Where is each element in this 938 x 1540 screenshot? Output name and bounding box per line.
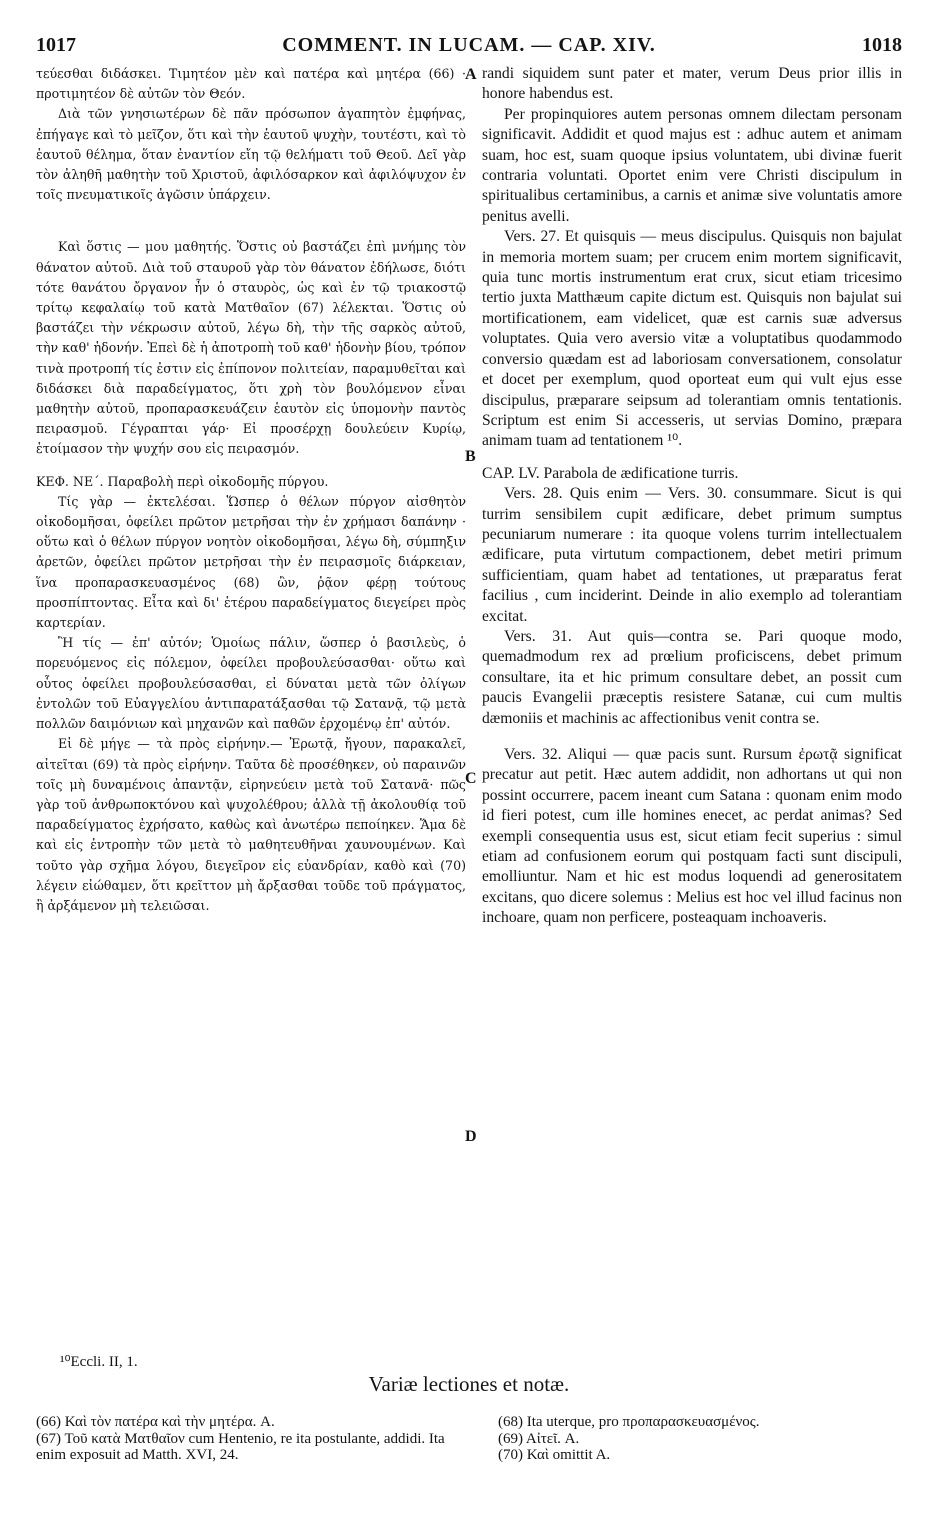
latin-paragraph: Per propinquiores autem personas omnem dilectam personam significavit. Addidit et quod majus est : adhuc autem et animam suam, hoc est, suam quoque ipsius voluntatem, ubi divinæ fuerit contraria voluntati. Oportet enim vere Christi discipulum in spiritualibus certaminibus, a carnis et animæ sive voluntatis amore penitus avelli.	[482, 105, 902, 225]
running-header	[0, 34, 938, 60]
margin-letter-a: A	[465, 66, 477, 83]
greek-paragraph: τεύεσθαι διδάσκει. Τιμητέον μὲν καὶ πατέρα καὶ μητέρα (66) · προτιμητέον δὲ αὐτῶν τὸν Θεόν.	[36, 66, 466, 102]
greek-chapter-heading: ΚΕΦ. ΝΕ΄. Παραβολὴ περὶ οἰκοδομῆς πύργου.	[36, 473, 329, 489]
notes-right-column	[498, 1414, 902, 1464]
page-number-left: 1017	[36, 34, 76, 56]
latin-paragraph: randi siquidem sunt pater et mater, verum Deus prior illis in honore habendus est.	[482, 65, 902, 103]
margin-letter-c: C	[465, 770, 477, 787]
greek-paragraph: Ἢ τίς — ἐπ' αὐτόν; Ὁμοίως πάλιν, ὥσπερ ὁ βασιλεὺς, ὁ πορευόμενος εἰς πόλεμον, ὀφείλει προβουλεύσασθαι· οὕτω καὶ οὗτος ὀφείλει προβουλεύσασθαι, εἰ δύναται μετὰ τῶν ὀλίγων ἐντολῶν τοῦ Εὐαγγελίου ἀντιπαρατάξασθαι τῷ Σατανᾷ, τῷ μετὰ πολλῶν δαιμόνιων καὶ μηχανῶν καὶ παθῶν ἐρχομένῳ ἐπ' αὐτόν.	[36, 635, 466, 732]
latin-paragraph: Vers. 32. Aliqui — quæ pacis sunt. Rursum ἐρωτᾷ significat precatur aut petit. Hæc autem addidit, non adhortans ut qui non possint occurrere, pacem ineant cum Satana : quonam enim modo id fieri potest, cum ille homines enecet, ac perdat animas? Sed exempli consequentia usus est, sicut etiam fecit superius : simul etiam ad confusionem eorum qui postquam facti sunt discipuli, emolliuntur. Nam et hic est modus loquendi ad generositatem excitans, quo dicere solemus : Melius est hoc vel illud facinus non inchoare, quam non perficere, posteaquam inchoaveris.	[482, 746, 902, 927]
variant-note: (68) Ita uterque, pro προπαρασκευασμένος.	[498, 1414, 760, 1430]
footnote: ¹⁰Eccli. II, 1.	[60, 1354, 138, 1370]
page-number-right: 1018	[862, 34, 902, 56]
variant-note: (66) Καὶ τὸν πατέρα καὶ τὴν μητέρα. A.	[36, 1414, 275, 1430]
latin-paragraph: Vers. 28. Quis enim — Vers. 30. consummare. Sicut is qui turrim sensibilem cupit ædificare, debet primum sumptus pecuniarum numerare : ita quoque volens turrim intellectualem ædificare, puta virtutum compactionem, debet metiri primum sufficientiam, quam habet ad tentationes, ut præparatus ferat facilius , cum inciderint. Deinde in alio exemplo ad tolerantiam excitat.	[482, 485, 902, 625]
greek-column	[36, 64, 466, 916]
variant-note: (70) Καὶ omittit A.	[498, 1447, 611, 1463]
greek-paragraph: Καὶ ὅστις — μου μαθητής. Ὅστις οὐ βαστάζει ἐπὶ μνήμης τὸν θάνατον αὐτοῦ. Διὰ τοῦ σταυροῦ γὰρ τὸν θάνατον ἐδήλωσε, διότι τότε θανάτου ὄργανον ἦν ὁ σταυρὸς, ὡς καὶ ἐν τῷ τριακοστῷ τρίτῳ κεφαλαίῳ τοῦ κατὰ Ματθαῖον (67) λέλεκται. Ὅστις οὐ βαστάζει τὴν νέκρωσιν αὐτοῦ, λέγω δὴ, τὴν τῆς σαρκὸς αὐτοῦ, τὴν καθ' ἡδονήν. Ἐπεὶ δὲ ἡ ἀποτροπὴ τοῦ καθ' ἡδονὴν βίου, τρόπον τινὰ προτροπή τίς ἐστιν εἰς ἐπίπονον πολιτείαν, παραμυθεῖται καὶ διδάσκει διὰ παραδείγματος, ὅτι χρὴ τὸν βουλόμενον εἶναι μαθητὴν αὐτοῦ, προπαρασκευάζειν ἑαυτὸν εἰς ὑπομονὴν παντὸς πειρασμοῦ. Γέγραπται γάρ· Εἰ προσέρχῃ δουλεύειν Κυρίῳ, ἑτοίμασον τὴν ψυχήν σου εἰς πειρασμόν.	[36, 239, 466, 457]
greek-paragraph: Διὰ τῶν γνησιωτέρων δὲ πᾶν πρόσωπον ἀγαπητὸν ἐμφήνας, ἐπήγαγε καὶ τὸ μεῖζον, ὅτι καὶ τὴν ἑαυτοῦ ψυχὴν, τουτέστι, καὶ τὸ ἑαυτοῦ θέλημα, ὅταν ἐναντίον εἴη τῷ θελήματι τοῦ Θεοῦ. Δεῖ γὰρ τὸν ἀληθῆ μαθητὴν τοῦ Χριστοῦ, ἀφιλόσαρκον καὶ ἀφιλόψυχον ἐν τοῖς πνευματικοῖς ἀγῶσιν ὑπάρχειν.	[36, 106, 466, 203]
variant-note: (69) Αἰτεῖ. A.	[498, 1430, 580, 1447]
running-title: COMMENT. IN LUCAM. — CAP. XIV.	[282, 34, 656, 56]
margin-letter-b: B	[465, 448, 476, 465]
greek-paragraph: Εἰ δὲ μήγε — τὰ πρὸς εἰρήνην.— Ἐρωτᾷ, ἤγουν, παρακαλεῖ, αἰτεῖται (69) τὰ πρὸς εἰρήνην. Ταῦτα δὲ προσέθηκεν, οὐ παραινῶν τοῖς μὴ δυναμένοις ἀπαντᾷν, εἰρηνεύειν μετὰ τοῦ Σατανᾶ· πῶς γὰρ τοῦ ἀνθρωποκτόνου καὶ ψυχολέθρου; ἀλλὰ τῇ ἀκολουθίᾳ τοῦ παραδείγματος ἐχρήσατο, καθὼς καὶ ἀνωτέρω πεποίηκεν. Ἅμα δὲ καὶ εἰς ἐντροπὴν τῶν μετὰ τὸ μαθητευθῆναι χαυνουμένων. Καὶ τοῦτο γὰρ σχῆμα λόγου, διεγεῖρον εἰς εὐανδρίαν, καθὸ καὶ (70) λέγειν εἰώθαμεν, ὅτι κρεῖττον μὴ ἄρξασθαι τοῦδε τοῦ πράγματος, ἢ ἀρξάμενον μὴ τελειῶσαι.	[36, 736, 466, 913]
variant-note: (67) Τοῦ κατὰ Ματθαῖον cum Hentenio, re ita postulante, addidi. Ita enim exposuit ad Matth. XVI, 24.	[36, 1430, 445, 1463]
latin-chapter-heading: CAP. LV. Parabola de ædificatione turris.	[482, 464, 739, 482]
greek-paragraph: Τίς γὰρ — ἐκτελέσαι. Ὥσπερ ὁ θέλων πύργον αἰσθητὸν οἰκοδομῆσαι, ὀφείλει πρῶτον μετρῆσαι τὴν ἐν χρήμασι δαπάνην · οὕτω καὶ ὁ θέλων πύργον νοητὸν οἰκοδομῆσαι, λέγω δὴ, σύμπηξιν ἀρετῶν, ὀφείλει πρῶτον μετρῆσαι τὴν ἐν πειρασμοῖς διάρκειαν, ἵνα προπαρασκευασμένος (68) ὢν, ῥᾷον φέρῃ τούτους προσπίπτοντας. Εἶτα καὶ δι' ἑτέρου παραδείγματος διεγείρει πρὸς καρτερίαν.	[36, 493, 466, 631]
latin-paragraph: Vers. 27. Et quisquis — meus discipulus. Quisquis non bajulat in memoria mortem suam; per crucem enim mortem significavit, quia tunc mortis instrumentum erat crux, sicut etiam tricesimo tertio juxta Matthæum capite dictum est. Quisquis non bajulat sui mortificationem, eam videlicet, quæ est carnis suæ adversus voluptates. Quia vero aversio vitæ a voluptatibus quodammodo conversio quædam est ad laboriosam conversationem, consolatur et docet per exemplum, quod oporteat eum qui vult ejus esse discipulus, præparare seipsum ad tolerantiam omnis tentationis. Scriptum est enim Si accesseris, ut servias Domino, præpara animam tuam ad tentationem ¹⁰.	[482, 228, 902, 450]
variae-lectiones-title: Variæ lectiones et notæ.	[368, 1372, 570, 1396]
latin-column	[482, 64, 902, 929]
notes-left-column	[36, 1414, 452, 1464]
margin-letter-d: D	[465, 1128, 477, 1145]
latin-paragraph: Vers. 31. Aut quis—contra se. Pari quoque modo, quemadmodum rex ad prœlium proficiscens, debet primum consultare, ita et hic primum consultare debet, an possit cum paucis Evangelii præceptis resistere Satanæ, cui cum multis dæmoniis et machinis ac affectionibus venit contra se.	[482, 627, 902, 727]
